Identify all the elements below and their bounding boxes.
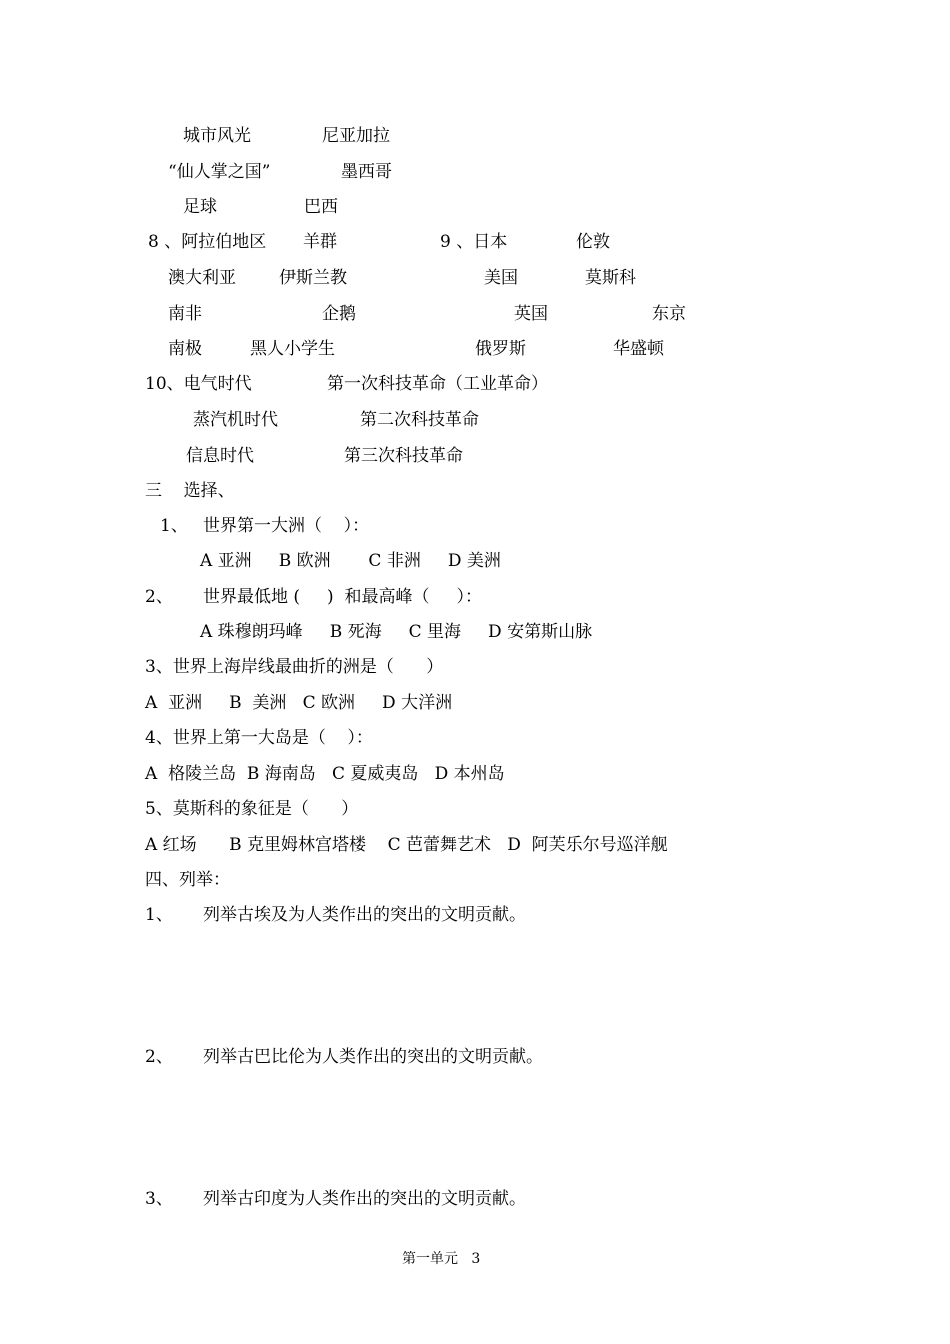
q8-row3-b: 黑人小学生	[250, 339, 335, 359]
q9-row1-b: 莫斯科	[585, 268, 636, 288]
q3-3-options: A 亚洲 B 美洲 C 欧洲 D 大洋洲	[145, 693, 453, 713]
match-right-2: 墨西哥	[341, 162, 392, 182]
q10-row2-a: 蒸汽机时代	[193, 410, 278, 430]
q3-2-num: 2、	[145, 587, 173, 607]
q3-4-text: 4、世界上第一大岛是（ ）：	[145, 728, 373, 748]
match-left-1: 城市风光	[183, 126, 251, 146]
q8-row2-b: 企鹅	[322, 304, 356, 324]
q9-row1-a: 美国	[484, 268, 518, 288]
q3-1-options: A 亚洲 B 欧洲 C 非洲 D 美洲	[200, 551, 501, 571]
q9-label: 9 、日本	[440, 232, 508, 252]
match-right-3: 巴西	[304, 197, 338, 217]
q10-row2-b: 第二次科技革命	[360, 410, 479, 430]
q3-4-options: A 格陵兰岛 B 海南岛 C 夏威夷岛 D 本州岛	[145, 764, 505, 784]
q4-2-num: 2、	[145, 1047, 173, 1067]
q4-2-text: 列举古巴比伦为人类作出的突出的文明贡献。	[203, 1047, 543, 1067]
q8-row1-a: 澳大利亚	[168, 268, 236, 288]
q9-row3-a: 俄罗斯	[475, 339, 526, 359]
q3-1-num: 1、	[160, 516, 188, 536]
q3-3-text: 3、世界上海岸线最曲折的洲是（ ）	[145, 657, 444, 677]
q10-row1-b: 第一次科技革命（工业革命）	[327, 374, 548, 394]
q10-row3-b: 第三次科技革命	[344, 446, 463, 466]
q10-row1-a: 10、电气时代	[145, 374, 252, 394]
q8-label: 8 、阿拉伯地区	[148, 232, 267, 252]
q4-3-text: 列举古印度为人类作出的突出的文明贡献。	[203, 1189, 526, 1209]
q8-row1-b: 伊斯兰教	[279, 268, 347, 288]
match-left-2: “仙人掌之国”	[168, 162, 271, 182]
q9-first-right: 伦敦	[576, 232, 610, 252]
section3-heading: 三 选择、	[145, 481, 235, 501]
match-left-3: 足球	[183, 197, 217, 217]
page-footer: 第一单元 3	[402, 1251, 481, 1267]
q3-5-options: A 红场 B 克里姆林宫塔楼 C 芭蕾舞艺术 D 阿芙乐尔号巡洋舰	[145, 835, 668, 855]
q4-1-text: 列举古埃及为人类作出的突出的文明贡献。	[203, 905, 526, 925]
q8-row3-a: 南极	[168, 339, 202, 359]
match-right-1: 尼亚加拉	[322, 126, 390, 146]
section4-heading: 四、列举：	[145, 870, 230, 890]
q10-row3-a: 信息时代	[186, 446, 254, 466]
q3-2-options: A 珠穆朗玛峰 B 死海 C 里海 D 安第斯山脉	[200, 622, 593, 642]
q3-1-text: 世界第一大洲（ ）：	[203, 516, 370, 536]
q4-3-num: 3、	[145, 1189, 173, 1209]
q8-row2-a: 南非	[168, 304, 202, 324]
q9-row3-b: 华盛顿	[613, 339, 664, 359]
q3-5-text: 5、莫斯科的象征是（ ）	[145, 799, 359, 819]
q8-first-right: 羊群	[303, 232, 337, 252]
q4-1-num: 1、	[145, 905, 173, 925]
q9-row2-a: 英国	[514, 304, 548, 324]
q3-2-text: 世界最低地 ( ) 和最高峰（ ）：	[203, 587, 483, 607]
q9-row2-b: 东京	[652, 304, 686, 324]
